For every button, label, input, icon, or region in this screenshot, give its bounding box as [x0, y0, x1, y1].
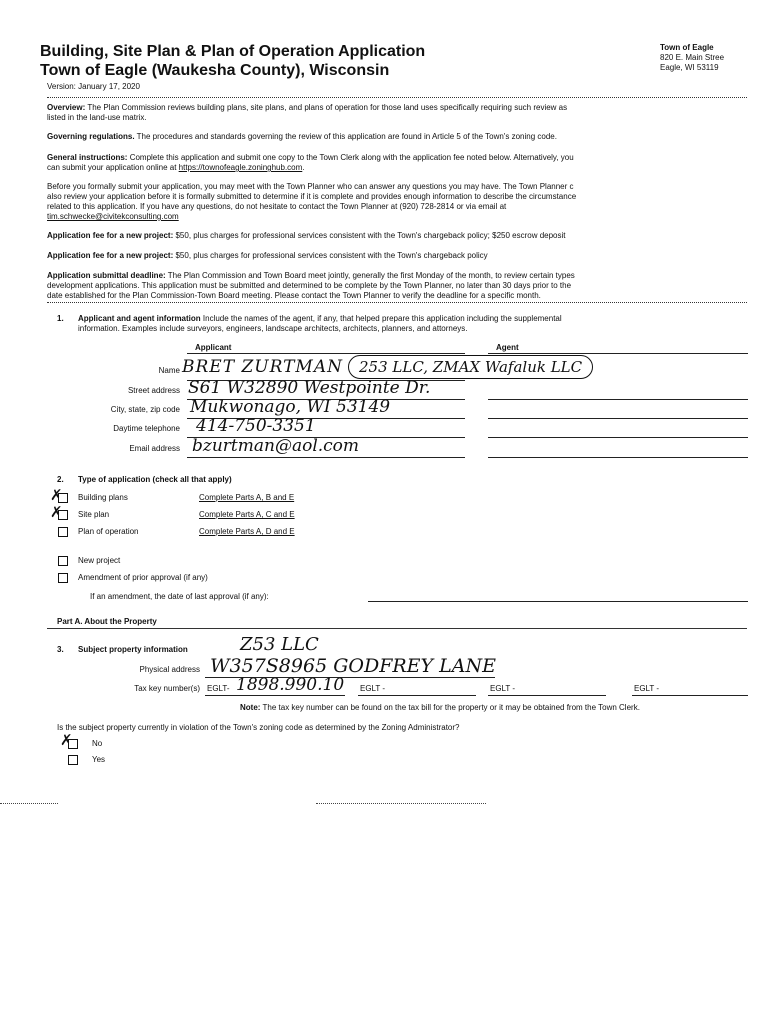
section1-heading-label: Applicant and agent information: [78, 314, 201, 323]
agent-email-line[interactable]: [488, 457, 748, 458]
deadline-paragraph: [47, 271, 747, 301]
applicant-column-header: Applicant: [195, 343, 232, 352]
violation-no-label: No: [92, 739, 103, 748]
general-paragraph: [47, 153, 747, 173]
city-label: City, state, zip code: [110, 405, 180, 414]
amendment-date-line[interactable]: [368, 601, 748, 602]
section1-heading-text-2: information. Examples include surveyors, engineers, landscape architects, architects, planners, and attorneys.: [78, 324, 468, 333]
tax-key-label: Tax key number(s): [134, 684, 200, 693]
general-text-1: Complete this application and submit one copy to the Town Clerk along with the application fee noted below. Alternatively, you: [127, 153, 574, 162]
before-line-2: also review your application before it is formally submitted to determine if it is complete and provides enough information to describe the circumstance: [47, 192, 577, 201]
fee1-text: $50, plus charges for professional services consistent with the Town's chargeback policy; $250 escrow deposit: [173, 231, 566, 240]
tax-key-1-field[interactable]: 1898.990.10: [236, 675, 345, 695]
footer-rule-center: [316, 803, 486, 804]
applicant-header-line: [187, 353, 465, 354]
phone-field[interactable]: 414-750-3351: [196, 416, 316, 436]
tax-key-1-prefix: EGLT-: [207, 684, 230, 693]
email-field[interactable]: bzurtman@aol.com: [192, 436, 360, 456]
agent-header-line: [488, 353, 748, 354]
agent-name-field[interactable]: 253 LLC, ZMAX Wafaluk LLC: [348, 355, 593, 379]
section1-heading-text-1: Include the names of the agent, if any, that helped prepare this application including the supplemental: [200, 314, 562, 323]
town-name: Town of Eagle: [660, 43, 714, 52]
plan-of-operation-label: Plan of operation: [78, 527, 139, 536]
fee-paragraph-1: [47, 231, 747, 241]
physical-address-label: Physical address: [139, 665, 200, 674]
deadline-text-1: The Plan Commission and Town Board meet jointly, generally the first Monday of the month, to review certain types: [165, 271, 575, 280]
overview-label: Overview:: [47, 103, 86, 112]
general-text-2-end: .: [302, 163, 305, 172]
overview-text-1: The Plan Commission reviews building plans, site plans, and plans of operation for those land uses specifically requiring such review as: [85, 103, 568, 112]
tax-key-2-line[interactable]: [358, 695, 476, 696]
building-plans-check-mark: ✗: [50, 486, 63, 504]
title-line-1: Building, Site Plan & Plan of Operation Application: [40, 43, 426, 60]
street-field[interactable]: S61 W32890 Westpointe Dr.: [188, 378, 431, 398]
version-text: Version: January 17, 2020: [47, 82, 140, 91]
agent-phone-line[interactable]: [488, 437, 748, 438]
general-text-2: can submit your application online at: [47, 163, 179, 172]
tax-key-note: [240, 703, 640, 713]
form-title: [40, 42, 425, 80]
section1-number: 1.: [57, 314, 64, 323]
applicant-name-field[interactable]: BRET ZURTMAN: [182, 357, 343, 377]
tax-key-4-prefix: EGLT -: [634, 684, 660, 693]
subject-property-field[interactable]: Z53 LLC: [240, 634, 319, 655]
violation-yes-label: Yes: [92, 755, 106, 764]
email-label: Email address: [129, 444, 180, 453]
planner-email-link[interactable]: tim.schwecke@civitekconsulting.com: [47, 212, 179, 221]
part-a-heading: Part A. About the Property: [57, 617, 157, 626]
section2-heading: Type of application (check all that apply): [78, 475, 232, 484]
fee2-text: $50, plus charges for professional services consistent with the Town's chargeback policy: [173, 251, 488, 260]
plan-of-operation-instructions: Complete Parts A, D and E: [199, 527, 295, 536]
footer-rule-left: [0, 803, 58, 804]
violation-question: Is the subject property currently in violation of the Town's zoning code as determined by the Zoning Administrator?: [57, 723, 460, 732]
fee2-label: Application fee for a new project:: [47, 251, 174, 260]
agent-street-line[interactable]: [488, 399, 748, 400]
amendment-checkbox[interactable]: [58, 573, 68, 583]
name-label: Name: [158, 366, 180, 375]
tax-key-2-prefix: EGLT -: [360, 684, 386, 693]
town-street: 820 E. Main Stree: [660, 53, 725, 62]
overview-paragraph: [47, 103, 747, 123]
amendment-date-label: If an amendment, the date of last approval (if any):: [90, 592, 269, 601]
fee1-label: Application fee for a new project:: [47, 231, 174, 240]
governing-paragraph: [47, 132, 747, 142]
part-a-divider: [47, 628, 747, 629]
site-plan-label: Site plan: [78, 510, 110, 519]
governing-label: Governing regulations.: [47, 132, 135, 141]
note-text: The tax key number can be found on the tax bill for the property or it may be obtained from the Town Clerk.: [260, 703, 640, 712]
before-paragraph: [47, 182, 747, 222]
general-label: General instructions:: [47, 153, 128, 162]
section1-heading: [78, 314, 748, 334]
email-line: [187, 457, 465, 458]
title-line-2: Town of Eagle (Waukesha County), Wisconsin: [40, 62, 390, 79]
tax-key-3-line[interactable]: [488, 695, 606, 696]
zoninghub-link[interactable]: https://townofeagle.zoninghub.com: [178, 163, 303, 172]
deadline-label: Application submittal deadline:: [47, 271, 166, 280]
physical-address-field[interactable]: W357S8965 GODFREY LANE: [210, 655, 496, 677]
new-project-checkbox[interactable]: [58, 556, 68, 566]
subject-property-label: Subject property information: [78, 645, 188, 654]
governing-text: The procedures and standards governing the review of this application are found in Article 5 of the Town's zoning code.: [134, 132, 557, 141]
agent-city-line[interactable]: [488, 418, 748, 419]
violation-yes-checkbox[interactable]: [68, 755, 78, 765]
town-address-block: [660, 43, 724, 73]
town-city: Eagle, WI 53119: [660, 63, 719, 72]
site-plan-instructions: Complete Parts A, C and E: [199, 510, 295, 519]
section2-number: 2.: [57, 475, 64, 484]
agent-column-header: Agent: [496, 343, 519, 352]
before-line-1: Before you formally submit your application, you may meet with the Town Planner who can answer any questions you may have. The Town Planner c: [47, 182, 574, 191]
street-label: Street address: [127, 386, 180, 395]
tax-key-1-line: [205, 695, 345, 696]
new-project-label: New project: [78, 556, 121, 565]
tax-key-4-line[interactable]: [632, 695, 748, 696]
overview-text-2: listed in the land-use matrix.: [47, 113, 147, 122]
intro-divider: [47, 302, 747, 303]
deadline-text-2: development applications. This application must be submitted and determined to be complete by the Town Planner, no later than 30 days prior to the: [47, 281, 572, 290]
tax-key-3-prefix: EGLT -: [490, 684, 516, 693]
header-divider: [47, 97, 747, 98]
violation-no-check-mark: ✗: [60, 731, 73, 749]
phone-label: Daytime telephone: [113, 424, 180, 433]
fee-paragraph-2: [47, 251, 747, 261]
site-plan-check-mark: ✗: [50, 503, 63, 521]
deadline-text-3: date established for the Plan Commission-Town Board meeting. Please contact the Town Planner to verify the deadline for a specific month.: [47, 291, 541, 300]
section3-number: 3.: [57, 645, 64, 654]
before-line-3: related to this application. If you have any questions, do not hesitate to contact the Town Planner at (920) 728-2814 or via email at: [47, 202, 507, 211]
note-label: Note:: [240, 703, 261, 712]
city-field[interactable]: Mukwonago, WI 53149: [190, 397, 391, 417]
building-plans-label: Building plans: [78, 493, 128, 502]
amendment-label: Amendment of prior approval (if any): [78, 573, 208, 582]
building-plans-instructions: Complete Parts A, B and E: [199, 493, 295, 502]
plan-of-operation-checkbox[interactable]: [58, 527, 68, 537]
